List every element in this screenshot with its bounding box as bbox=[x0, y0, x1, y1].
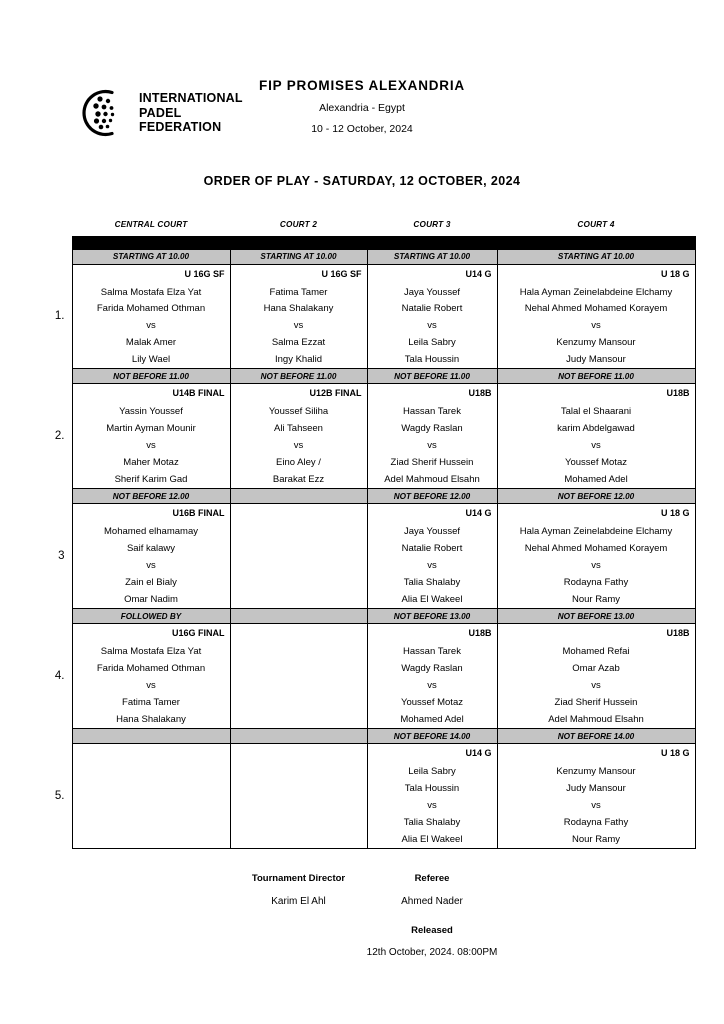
gutter bbox=[42, 609, 72, 624]
player-name: Youssef Motaz bbox=[401, 696, 463, 708]
player-name: Hala Ayman Zeinelabdeine Elchamy bbox=[519, 286, 673, 298]
category-label: U 16G SF bbox=[321, 268, 362, 279]
vs-label: vs bbox=[427, 560, 437, 572]
player-name: Hala Ayman Zeinelabdeine Elchamy bbox=[519, 526, 673, 538]
player-name: Talia Shalaby bbox=[403, 816, 461, 828]
player-name: Lily Wael bbox=[131, 353, 171, 365]
player-name: Malak Amer bbox=[125, 336, 177, 348]
court-header: COURT 2 bbox=[279, 220, 318, 230]
player-name: Talia Shalaby bbox=[403, 576, 461, 588]
vs-label: vs bbox=[427, 440, 437, 452]
empty-cell bbox=[72, 744, 230, 849]
player-name: Hana Shalakany bbox=[263, 303, 334, 315]
court-header: CENTRAL COURT bbox=[114, 220, 188, 230]
time-band: NOT BEFORE 12.00 bbox=[497, 489, 695, 504]
time-band: NOT BEFORE 11.00 bbox=[230, 369, 367, 384]
time-band: NOT BEFORE 12.00 bbox=[72, 489, 230, 504]
player-name: Kenzumy Mansour bbox=[556, 336, 636, 348]
player-name: karim Abdelgawad bbox=[557, 423, 635, 435]
time-band: STARTING AT 10.00 bbox=[230, 249, 367, 264]
player-name: Nour Ramy bbox=[571, 593, 621, 605]
referee-label: Referee bbox=[414, 873, 450, 885]
match-cell bbox=[72, 624, 230, 729]
player-name: Mohamed Adel bbox=[564, 473, 628, 485]
logo-line-2: PADEL bbox=[139, 105, 182, 120]
category-label: U18B bbox=[666, 388, 690, 399]
vs-label: vs bbox=[427, 800, 437, 812]
player-name: Hana Shalakany bbox=[116, 713, 186, 725]
order-of-play-table bbox=[42, 214, 696, 849]
time-band: NOT BEFORE 11.00 bbox=[497, 369, 695, 384]
row-number: 4. bbox=[42, 624, 72, 729]
tournament-director-label: Tournament Director bbox=[251, 873, 346, 885]
time-band bbox=[230, 489, 367, 504]
match-cell bbox=[497, 624, 695, 729]
match-cell bbox=[497, 744, 695, 849]
time-band bbox=[72, 729, 230, 744]
released-timestamp: 12th October, 2024. 08:00PM bbox=[366, 947, 498, 959]
player-name: Salma Ezzat bbox=[271, 336, 326, 348]
time-band: NOT BEFORE 12.00 bbox=[367, 489, 497, 504]
player-name: Kenzumy Mansour bbox=[556, 766, 636, 778]
player-name: Salma Mostafa Elza Yat bbox=[100, 646, 202, 658]
player-name: Wagdy Raslan bbox=[401, 663, 463, 675]
vs-label: vs bbox=[146, 440, 156, 452]
gutter bbox=[42, 249, 72, 264]
player-name: Nour Ramy bbox=[571, 833, 621, 845]
vs-label: vs bbox=[591, 320, 601, 332]
player-name: Talal el Shaarani bbox=[560, 406, 632, 418]
match-cell bbox=[367, 384, 497, 489]
player-name: Farida Mohamed Othman bbox=[96, 303, 206, 315]
vs-label: vs bbox=[146, 320, 156, 332]
row-number: 2. bbox=[42, 384, 72, 489]
court-header: COURT 4 bbox=[577, 220, 615, 230]
vs-label: vs bbox=[591, 800, 601, 812]
vs-label: vs bbox=[293, 320, 304, 332]
match-cell bbox=[367, 504, 497, 609]
match-cell bbox=[367, 264, 497, 369]
time-band: STARTING AT 10.00 bbox=[72, 249, 230, 264]
player-name: Farida Mohamed Othman bbox=[96, 663, 206, 675]
player-name: Ziad Sherif Hussein bbox=[554, 696, 638, 708]
match-cell bbox=[72, 384, 230, 489]
player-name: Adel Mahmoud Elsahn bbox=[384, 473, 480, 485]
match-cell bbox=[497, 384, 695, 489]
player-name: Tala Houssin bbox=[404, 353, 460, 365]
player-name: Adel Mahmoud Elsahn bbox=[548, 713, 644, 725]
player-name: Judy Mansour bbox=[566, 353, 626, 365]
order-of-play-title: ORDER OF PLAY - SATURDAY, 12 OCTOBER, 2024 bbox=[203, 174, 521, 188]
time-band bbox=[230, 609, 367, 624]
category-label: U12B FINAL bbox=[309, 388, 362, 399]
time-band: NOT BEFORE 11.00 bbox=[72, 369, 230, 384]
gutter bbox=[42, 489, 72, 504]
player-name: Maher Motaz bbox=[123, 456, 179, 468]
category-label: U14 G bbox=[465, 748, 492, 759]
empty-cell bbox=[230, 504, 367, 609]
player-name: Yassin Youssef bbox=[119, 406, 183, 418]
player-name: Hassan Tarek bbox=[403, 646, 461, 658]
category-label: U 18 G bbox=[660, 268, 690, 279]
tournament-director-name: Karim El Ahl bbox=[271, 896, 326, 908]
time-band: NOT BEFORE 13.00 bbox=[497, 609, 695, 624]
player-name: Rodayna Fathy bbox=[563, 816, 629, 828]
logo-line-1: INTERNATIONAL bbox=[139, 91, 243, 106]
empty-cell bbox=[230, 744, 367, 849]
match-cell bbox=[230, 264, 367, 369]
referee-name: Ahmed Nader bbox=[401, 896, 463, 908]
match-cell bbox=[497, 264, 695, 369]
category-label: U 16G SF bbox=[184, 268, 225, 279]
player-name: Rodayna Fathy bbox=[563, 576, 629, 588]
category-label: U18B bbox=[468, 388, 492, 399]
vs-label: vs bbox=[427, 680, 437, 692]
vs-label: vs bbox=[591, 440, 601, 452]
player-name: Alia El Wakeel bbox=[401, 593, 463, 605]
header-title-block bbox=[0, 78, 724, 135]
footer bbox=[0, 863, 724, 1003]
player-name: Saif kalawy bbox=[126, 543, 176, 555]
row-number: 1. bbox=[42, 264, 72, 369]
released-label: Released bbox=[411, 925, 453, 937]
tournament-title: FIP PROMISES ALEXANDRIA bbox=[259, 78, 465, 93]
player-name: Wagdy Raslan bbox=[401, 423, 463, 435]
player-name: Natalie Robert bbox=[401, 543, 463, 555]
player-name: Mohamed elhamamay bbox=[104, 526, 198, 538]
player-name: Leila Sabry bbox=[408, 336, 456, 348]
vs-label: vs bbox=[146, 560, 156, 572]
gutter bbox=[42, 236, 72, 249]
time-band: STARTING AT 10.00 bbox=[497, 249, 695, 264]
time-band: NOT BEFORE 13.00 bbox=[367, 609, 497, 624]
player-name: Eino Aley / bbox=[276, 456, 321, 468]
vs-label: vs bbox=[591, 560, 601, 572]
player-name: Hassan Tarek bbox=[403, 406, 461, 418]
time-band: STARTING AT 10.00 bbox=[367, 249, 497, 264]
time-band: NOT BEFORE 14.00 bbox=[367, 729, 497, 744]
category-label: U16B FINAL bbox=[172, 508, 225, 519]
player-name: Nehal Ahmed Mohamed Korayem bbox=[524, 543, 668, 555]
player-name: Fatima Tamer bbox=[269, 286, 328, 298]
row-number: 3 bbox=[42, 504, 72, 609]
player-name: Barakat Ezz bbox=[272, 473, 325, 485]
player-name: Jaya Youssef bbox=[404, 286, 460, 298]
player-name: Alia El Wakeel bbox=[401, 833, 463, 845]
category-label: U18B bbox=[666, 628, 690, 639]
player-name: Martin Ayman Mounir bbox=[106, 423, 196, 435]
player-name: Zain el Bialy bbox=[125, 576, 177, 588]
player-name: Salma Mostafa Elza Yat bbox=[100, 286, 202, 298]
player-name: Youssef Siliha bbox=[268, 406, 329, 418]
player-name: Omar Nadim bbox=[124, 593, 178, 605]
category-label: U 18 G bbox=[660, 748, 690, 759]
vs-label: vs bbox=[293, 440, 304, 452]
category-label: U18B bbox=[468, 628, 492, 639]
category-label: U16G FINAL bbox=[171, 628, 225, 639]
gutter bbox=[42, 369, 72, 384]
tournament-location: Alexandria - Egypt bbox=[319, 102, 405, 114]
player-name: Tala Houssin bbox=[404, 783, 460, 795]
match-cell bbox=[230, 384, 367, 489]
player-name: Natalie Robert bbox=[401, 303, 463, 315]
time-band: NOT BEFORE 14.00 bbox=[497, 729, 695, 744]
player-name: Judy Mansour bbox=[566, 783, 626, 795]
table-top-band bbox=[72, 236, 695, 249]
match-cell bbox=[367, 624, 497, 729]
category-label: U14B FINAL bbox=[172, 388, 225, 399]
court-header: COURT 3 bbox=[413, 220, 451, 230]
player-name: Jaya Youssef bbox=[404, 526, 460, 538]
vs-label: vs bbox=[591, 680, 601, 692]
gutter bbox=[42, 729, 72, 744]
player-name: Nehal Ahmed Mohamed Korayem bbox=[524, 303, 668, 315]
player-name: Omar Azab bbox=[572, 663, 620, 675]
category-label: U14 G bbox=[465, 268, 492, 279]
player-name: Ingy Khalid bbox=[274, 353, 322, 365]
row-number: 5. bbox=[42, 744, 72, 849]
gutter bbox=[42, 214, 72, 236]
category-label: U14 G bbox=[465, 508, 492, 519]
match-cell bbox=[367, 744, 497, 849]
player-name: Mohamed Refai bbox=[562, 646, 630, 658]
time-band: FOLLOWED BY bbox=[72, 609, 230, 624]
match-cell bbox=[497, 504, 695, 609]
time-band bbox=[230, 729, 367, 744]
player-name: Leila Sabry bbox=[408, 766, 456, 778]
schedule-table-wrap bbox=[42, 214, 724, 849]
player-name: Ali Tahseen bbox=[274, 423, 323, 435]
empty-cell bbox=[230, 624, 367, 729]
player-name: Ziad Sherif Hussein bbox=[390, 456, 474, 468]
match-cell bbox=[72, 264, 230, 369]
player-name: Mohamed Adel bbox=[400, 713, 464, 725]
vs-label: vs bbox=[146, 680, 156, 692]
player-name: Sherif Karim Gad bbox=[114, 473, 188, 485]
category-label: U 18 G bbox=[660, 508, 690, 519]
player-name: Youssef Motaz bbox=[565, 456, 627, 468]
logo-line-3: FEDERATION bbox=[139, 120, 222, 135]
player-name: Fatima Tamer bbox=[122, 696, 180, 708]
vs-label: vs bbox=[427, 320, 437, 332]
match-cell bbox=[72, 504, 230, 609]
time-band: NOT BEFORE 11.00 bbox=[367, 369, 497, 384]
document-header bbox=[0, 0, 724, 150]
tournament-dates: 10 - 12 October, 2024 bbox=[311, 123, 413, 135]
